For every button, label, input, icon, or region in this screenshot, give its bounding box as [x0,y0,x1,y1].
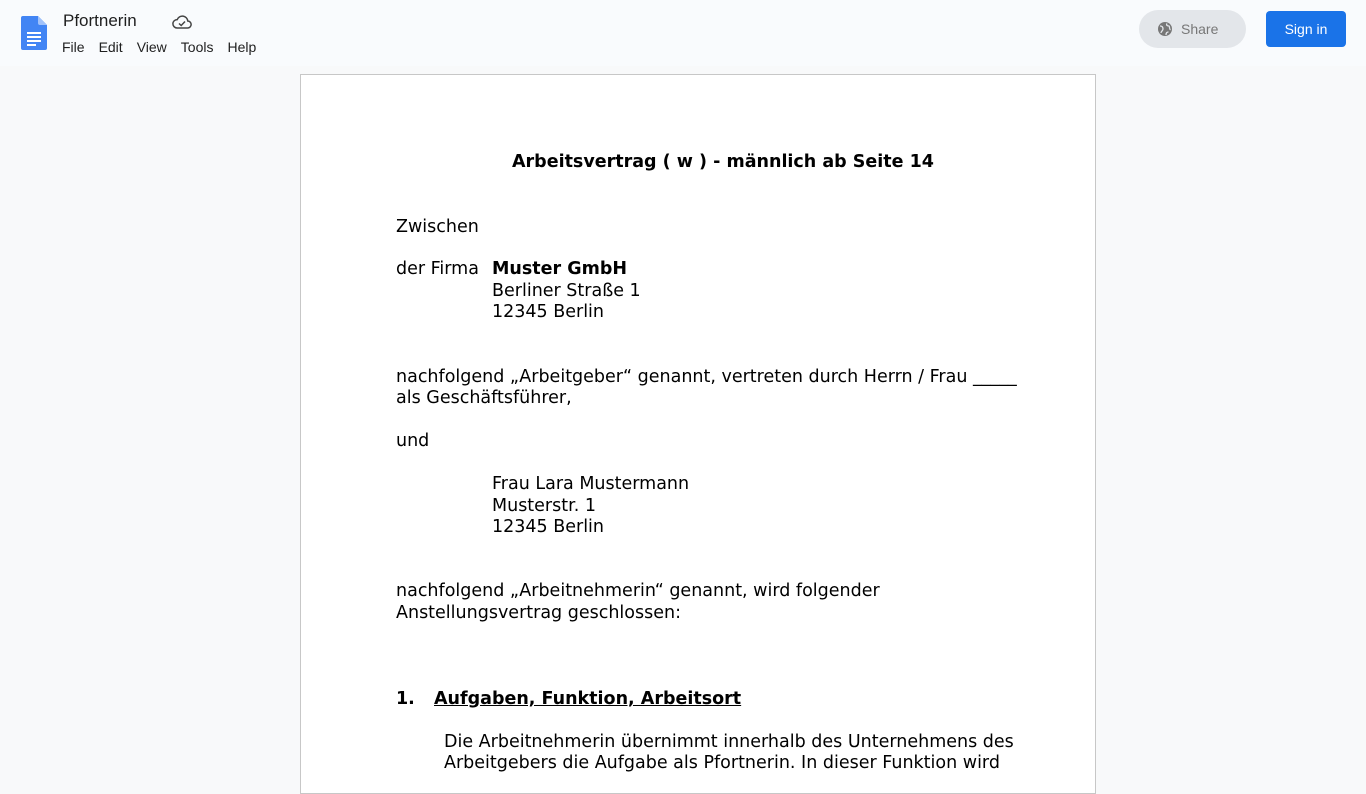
employer-clause-line-1: nachfolgend „Arbeitgeber“ genannt, vertreten durch Herrn / Frau _____ [396,367,1017,387]
employer-street: Berliner Straße 1 [492,281,641,301]
employee-name: Frau Lara Mustermann [492,474,690,494]
google-docs-icon[interactable] [21,16,47,50]
section-1-line-2: Arbeitgebers die Aufgabe als Pfortnerin. In dieser Funktion wird [444,753,1000,773]
share-label: Share [1181,21,1219,37]
top-bar [0,0,1366,66]
menu-help[interactable]: Help [227,39,257,55]
menu-view[interactable]: View [136,39,167,55]
sign-in-button[interactable]: Sign in [1266,11,1346,47]
employer-clause-line-2: als Geschäftsführer, [396,388,572,408]
between-text: Zwischen [396,217,479,237]
section-1-title: Aufgaben, Funktion, Arbeitsort [434,689,742,709]
section-1-line-1: Die Arbeitnehmerin übernimmt innerhalb des Unternehmens des [444,732,1014,752]
document-page[interactable] [300,74,1096,794]
menu-file[interactable]: File [62,39,85,55]
share-button[interactable] [1139,10,1246,48]
document-heading: Arbeitsvertrag ( w ) - männlich ab Seite 14 [512,152,934,172]
cloud-saved-icon[interactable] [172,14,192,30]
menu-tools[interactable]: Tools [180,39,214,55]
menu-bar [55,36,263,58]
employer-city: 12345 Berlin [492,302,605,322]
and-text: und [396,431,430,451]
employee-clause-line-1: nachfolgend „Arbeitnehmerin“ genannt, wird folgender [396,581,880,601]
firm-label: der Firma [396,259,479,279]
employee-clause-line-2: Anstellungsvertrag geschlossen: [396,603,681,623]
employee-city: 12345 Berlin [492,517,605,537]
employee-street: Musterstr. 1 [492,496,596,516]
menu-edit[interactable]: Edit [98,39,123,55]
document-title[interactable]: Pfortnerin [63,11,137,30]
employer-name: Muster GmbH [492,259,628,279]
globe-icon [1157,21,1173,37]
section-1-number: 1. [396,689,415,709]
